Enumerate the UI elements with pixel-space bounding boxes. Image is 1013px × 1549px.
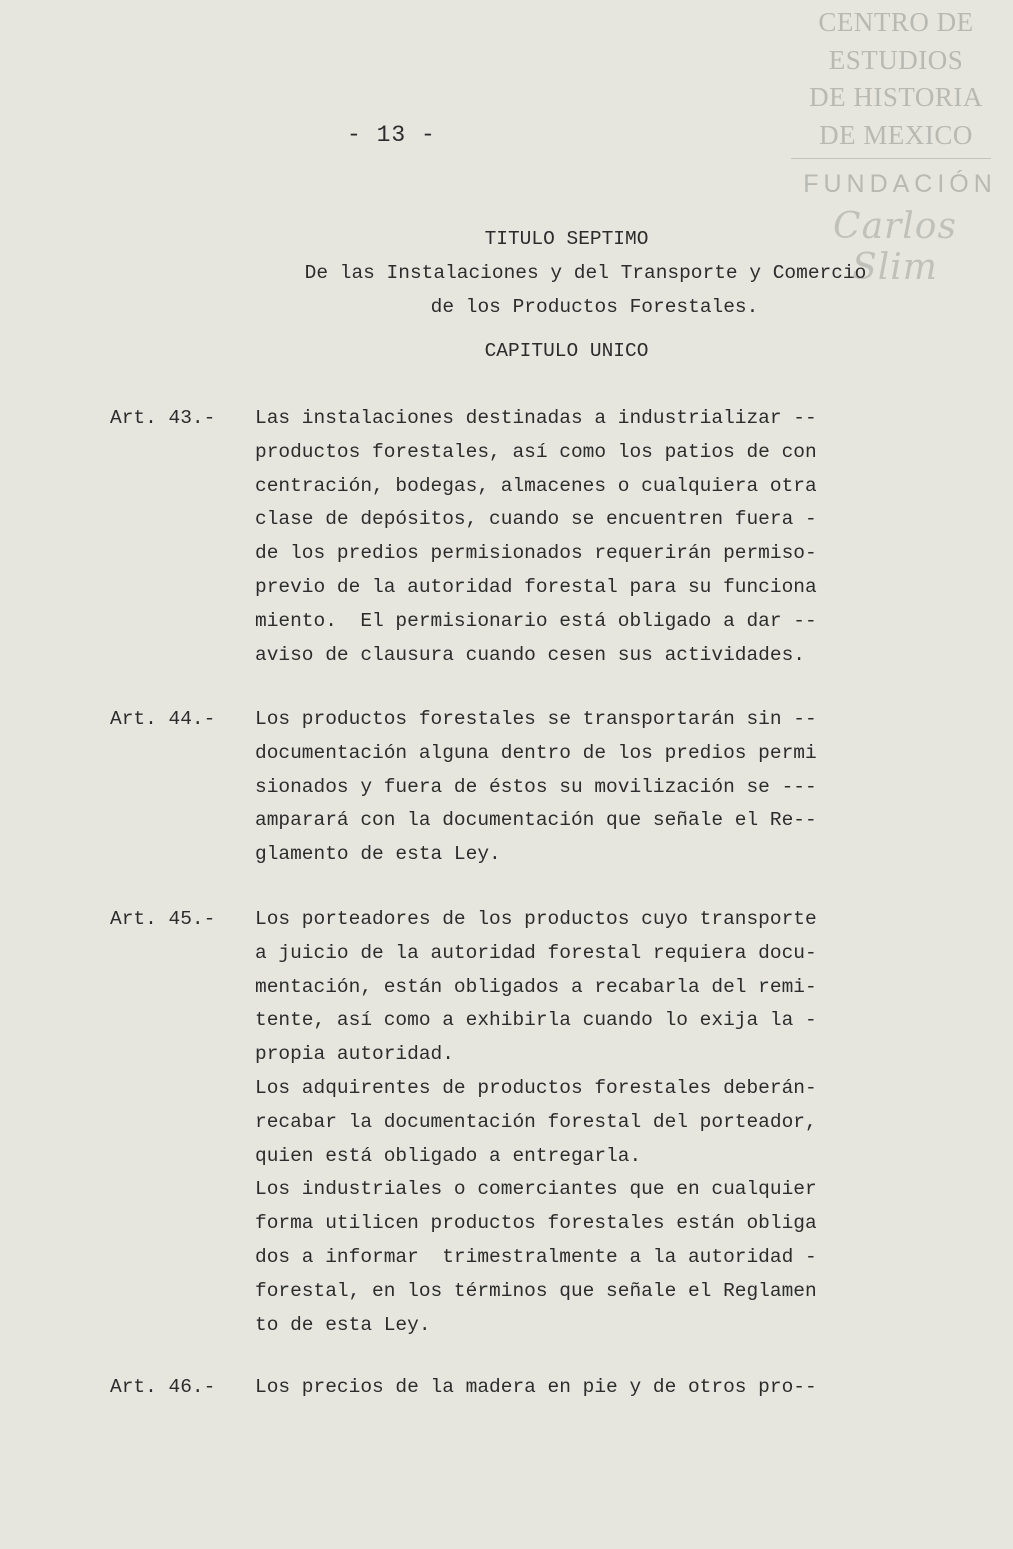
article-line: to de esta Ley. — [255, 1313, 431, 1336]
article-line: previo de la autoridad forestal para su funciona — [255, 575, 817, 598]
article-body — [255, 903, 935, 1342]
subtitle-line-2: de los Productos Forestales. — [430, 296, 759, 318]
article-line: productos forestales, así como los patios de con — [255, 440, 817, 463]
watermark-line: DE HISTORIA — [809, 82, 983, 112]
article-line: dos a informar trimestralmente a la autoridad - — [255, 1245, 817, 1268]
article-line: glamento de esta Ley. — [255, 843, 501, 866]
article-line: quien está obligado a entregarla. — [255, 1144, 642, 1167]
article-body — [255, 1371, 935, 1405]
watermark-line: ESTUDIOS — [828, 44, 964, 75]
article-label: Art. 46.- — [110, 1376, 216, 1398]
article-body — [255, 703, 935, 872]
article-line: tente, así como a exhibirla cuando lo exija la - — [255, 1009, 817, 1032]
article-line: Los adquirentes de productos forestales deberán- — [255, 1076, 817, 1099]
article-label: Art. 44.- — [110, 708, 216, 730]
article-line: a juicio de la autoridad forestal requiera docu- — [255, 941, 817, 964]
watermark-line: DE MEXICO — [819, 119, 973, 150]
article-body — [255, 402, 935, 672]
archive-watermark — [801, 4, 997, 288]
article-line: amparará con la documentación que señale el Re-- — [255, 809, 817, 832]
article-line: mentación, están obligados a recabarla del remi- — [255, 975, 817, 998]
article-line: forestal, en los términos que señale el Reglamen — [255, 1279, 817, 1302]
article-line: sionados y fuera de éstos su movilización se --- — [255, 775, 817, 798]
article-line: Los productos forestales se transportarán sin -- — [255, 708, 817, 730]
article-line: de los predios permisionados requerirán permiso- — [255, 542, 817, 565]
article-line: forma utilicen productos forestales están obliga — [255, 1212, 817, 1235]
watermark-divider — [791, 158, 991, 159]
watermark-line: CENTRO DE — [818, 7, 974, 37]
article-line: documentación alguna dentro de los predios permi — [255, 741, 817, 764]
article-line: recabar la documentación forestal del porteador, — [255, 1110, 817, 1133]
article-line: Las instalaciones destinadas a industrializar -- — [255, 407, 817, 429]
watermark-signature: Carlos Slim — [833, 206, 957, 288]
article-line: aviso de clausura cuando cesen sus actividades. — [255, 643, 805, 666]
watermark-foundation: FUNDACIÓN — [803, 170, 997, 198]
article-line: Los precios de la madera en pie y de otros pro-- — [255, 1376, 817, 1398]
article-label: Art. 43.- — [110, 407, 216, 429]
article-line: miento. El permisionario está obligado a dar -- — [255, 609, 817, 632]
article-label: Art. 45.- — [110, 908, 216, 930]
chapter-heading: CAPITULO UNICO — [484, 340, 649, 362]
subtitle-line-1: De las Instalaciones y del Transporte y Comercio — [304, 262, 867, 284]
article-line: Los porteadores de los productos cuyo transporte — [255, 908, 817, 930]
article-line: clase de depósitos, cuando se encuentren fuera - — [255, 508, 817, 531]
page-number: - 13 - — [347, 122, 436, 148]
article-line: centración, bodegas, almacenes o cualquiera otra — [255, 474, 817, 497]
article-line: propia autoridad. — [255, 1043, 454, 1066]
title: TITULO SEPTIMO — [484, 228, 649, 250]
article-line: Los industriales o comerciantes que en cualquier — [255, 1178, 817, 1201]
